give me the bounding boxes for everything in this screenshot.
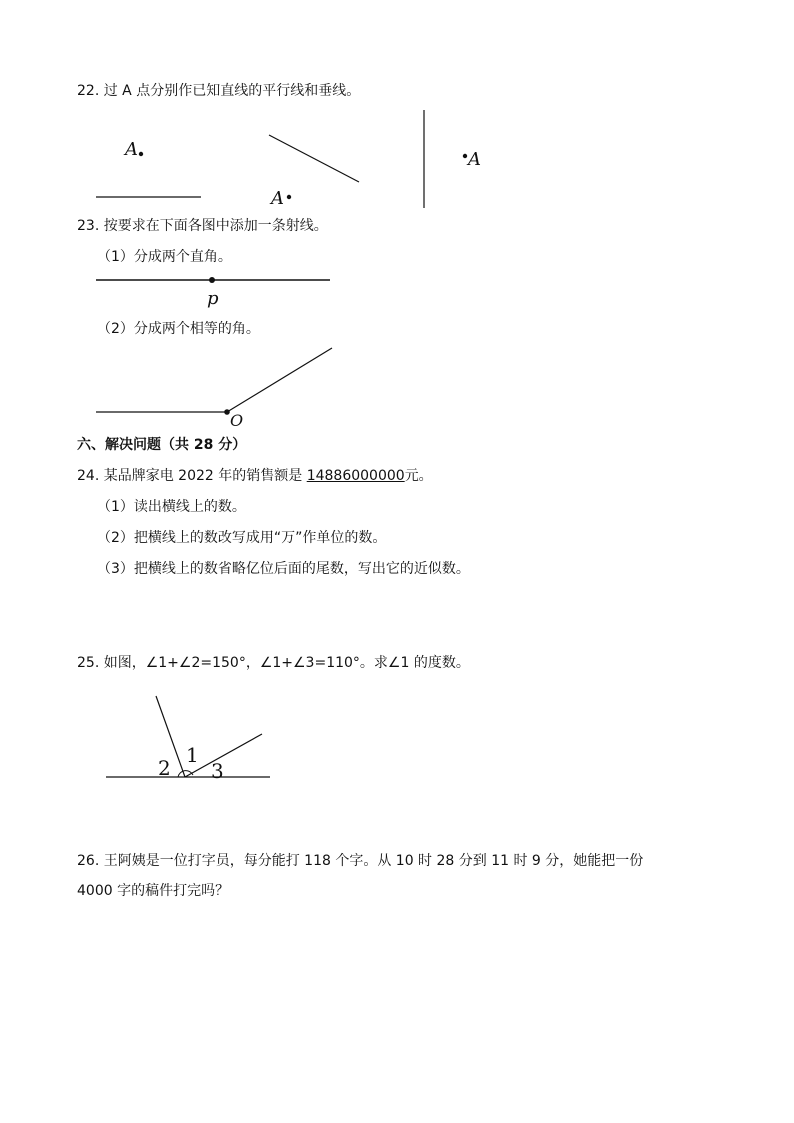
section6-title: 六、解决问题（共 28 分） — [77, 437, 247, 453]
q23-angle-ray-slanted — [227, 348, 332, 412]
q26-line1: 26. 王阿姨是一位打字员，每分能打 118 个字。从 10 时 28 分到 11 时 9 分，她能把一份 — [77, 853, 644, 869]
q22-label-a1: A — [125, 139, 138, 160]
q24-text — [77, 467, 433, 485]
q24-part2: （2）把横线上的数改写成用“万”作单位的数。 — [97, 530, 387, 546]
q24-part1: （1）读出横线上的数。 — [97, 499, 246, 515]
q24-number: 14886000000 — [306, 468, 405, 484]
q22-label-a3: A — [468, 149, 481, 170]
q25-angle1-label: 1 — [186, 743, 199, 767]
q22-point-a3 — [463, 154, 467, 158]
q22-label-a2: A — [271, 188, 284, 209]
q25-text: 25. 如图，∠1+∠2=150°，∠1+∠3=110°。求∠1 的度数。 — [77, 655, 470, 671]
q22-point-a1 — [139, 152, 143, 156]
q25-angle3-label: 3 — [211, 759, 224, 783]
q23-point-p — [209, 277, 215, 283]
q24-prefix: 24. 某品牌家电 2022 年的销售额是 — [77, 468, 307, 484]
q22-text: 22. 过 A 点分别作已知直线的平行线和垂线。 — [77, 83, 361, 99]
q23-text: 23. 按要求在下面各图中添加一条射线。 — [77, 218, 328, 234]
q25-angle2-label: 2 — [158, 756, 171, 780]
q23-point-o — [224, 409, 230, 415]
q26-line2: 4000 字的稿件打完吗？ — [77, 883, 230, 899]
q23-part2: （2）分成两个相等的角。 — [97, 321, 260, 337]
q22-point-a2 — [287, 195, 291, 199]
q24-suffix: 元。 — [404, 468, 433, 484]
q22-line-slanted — [269, 135, 359, 182]
q23-label-p: p — [207, 288, 219, 309]
q24-part3: （3）把横线上的数省略亿位后面的尾数，写出它的近似数。 — [97, 561, 470, 577]
q23-part1: （1）分成两个直角。 — [97, 249, 232, 265]
q23-label-o: O — [230, 411, 244, 430]
